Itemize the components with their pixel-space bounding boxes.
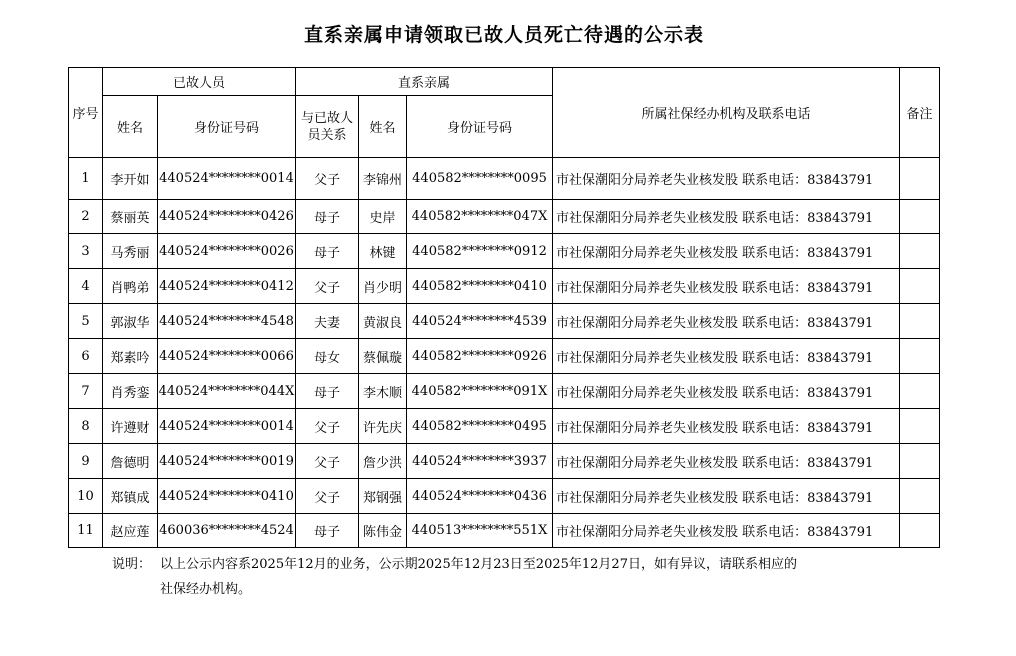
cell-remark	[900, 158, 940, 200]
cell-id-no: 440524********0412	[158, 269, 296, 304]
cell-name: 马秀丽	[103, 234, 158, 269]
table-row	[69, 158, 940, 200]
cell-name: 赵应莲	[103, 514, 158, 548]
cell-id-no: 440524********4548	[158, 304, 296, 339]
header-rel-name: 姓名	[359, 96, 407, 158]
cell-rel-id-no: 440582********091X	[407, 374, 553, 409]
cell-org: 市社保潮阳分局养老失业核发股 联系电话：83843791	[553, 444, 900, 479]
table-row	[69, 234, 940, 269]
header-deceased-group: 已故人员	[103, 68, 296, 96]
cell-name: 肖鸭弟	[103, 269, 158, 304]
cell-org: 市社保潮阳分局养老失业核发股 联系电话：83843791	[553, 269, 900, 304]
cell-rel-name: 林键	[359, 234, 407, 269]
cell-relation: 母子	[296, 514, 359, 548]
cell-relation: 母子	[296, 234, 359, 269]
table-row	[69, 409, 940, 444]
cell-id-no: 460036********4524	[158, 514, 296, 548]
cell-seq: 4	[69, 269, 103, 304]
cell-remark	[900, 514, 940, 548]
cell-seq: 7	[69, 374, 103, 409]
cell-seq: 1	[69, 158, 103, 200]
cell-remark	[900, 269, 940, 304]
cell-seq: 6	[69, 339, 103, 374]
header-rel-id-no: 身份证号码	[407, 96, 553, 158]
header-relative-group: 直系亲属	[296, 68, 553, 96]
cell-rel-name: 李锦州	[359, 158, 407, 200]
cell-id-no: 440524********044X	[158, 374, 296, 409]
cell-org: 市社保潮阳分局养老失业核发股 联系电话：83843791	[553, 479, 900, 514]
header-id-no: 身份证号码	[158, 96, 296, 158]
cell-seq: 8	[69, 409, 103, 444]
cell-rel-name: 陈伟金	[359, 514, 407, 548]
cell-rel-id-no: 440524********4539	[407, 304, 553, 339]
cell-rel-name: 史岸	[359, 200, 407, 234]
cell-seq: 5	[69, 304, 103, 339]
cell-name: 郭淑华	[103, 304, 158, 339]
cell-remark	[900, 304, 940, 339]
cell-id-no: 440524********0014	[158, 158, 296, 200]
cell-rel-id-no: 440582********0495	[407, 409, 553, 444]
cell-org: 市社保潮阳分局养老失业核发股 联系电话：83843791	[553, 409, 900, 444]
cell-rel-name: 许先庆	[359, 409, 407, 444]
header-org: 所属社保经办机构及联系电话	[553, 68, 900, 158]
cell-name: 肖秀銮	[103, 374, 158, 409]
header-remark: 备注	[900, 68, 940, 158]
cell-id-no: 440524********0014	[158, 409, 296, 444]
cell-org: 市社保潮阳分局养老失业核发股 联系电话：83843791	[553, 514, 900, 548]
table-row	[69, 514, 940, 548]
cell-seq: 10	[69, 479, 103, 514]
cell-remark	[900, 200, 940, 234]
cell-remark	[900, 409, 940, 444]
table-row	[69, 339, 940, 374]
cell-org: 市社保潮阳分局养老失业核发股 联系电话：83843791	[553, 339, 900, 374]
cell-seq: 11	[69, 514, 103, 548]
cell-rel-name: 黄淑良	[359, 304, 407, 339]
cell-org: 市社保潮阳分局养老失业核发股 联系电话：83843791	[553, 304, 900, 339]
cell-rel-id-no: 440582********0912	[407, 234, 553, 269]
cell-rel-id-no: 440524********3937	[407, 444, 553, 479]
cell-relation: 母子	[296, 200, 359, 234]
header-relation: 与已故人员关系	[296, 96, 359, 158]
cell-org: 市社保潮阳分局养老失业核发股 联系电话：83843791	[553, 374, 900, 409]
publication-table	[68, 67, 940, 548]
cell-seq: 2	[69, 200, 103, 234]
cell-rel-name: 李木顺	[359, 374, 407, 409]
cell-relation: 母女	[296, 339, 359, 374]
cell-seq: 3	[69, 234, 103, 269]
cell-relation: 父子	[296, 269, 359, 304]
header-seq: 序号	[69, 68, 103, 158]
note-line1: 以上公示内容系2025年12月的业务，公示期2025年12月23日至2025年12月27日，如有异议，请联系相应的	[160, 557, 797, 572]
table-row	[69, 444, 940, 479]
cell-rel-name: 詹少洪	[359, 444, 407, 479]
cell-id-no: 440524********0426	[158, 200, 296, 234]
cell-rel-id-no: 440513********551X	[407, 514, 553, 548]
note	[112, 552, 797, 602]
table-row	[69, 200, 940, 234]
cell-org: 市社保潮阳分局养老失业核发股 联系电话：83843791	[553, 200, 900, 234]
cell-org: 市社保潮阳分局养老失业核发股 联系电话：83843791	[553, 158, 900, 200]
cell-id-no: 440524********0019	[158, 444, 296, 479]
cell-rel-id-no: 440582********0095	[407, 158, 553, 200]
cell-relation: 父子	[296, 479, 359, 514]
cell-remark	[900, 234, 940, 269]
cell-seq: 9	[69, 444, 103, 479]
cell-name: 郑素吟	[103, 339, 158, 374]
cell-rel-id-no: 440582********0926	[407, 339, 553, 374]
cell-name: 李开如	[103, 158, 158, 200]
cell-remark	[900, 339, 940, 374]
cell-relation: 父子	[296, 409, 359, 444]
header-name: 姓名	[103, 96, 158, 158]
cell-id-no: 440524********0410	[158, 479, 296, 514]
page-title: 直系亲属申请领取已故人员死亡待遇的公示表	[303, 24, 704, 46]
cell-relation: 夫妻	[296, 304, 359, 339]
cell-relation: 父子	[296, 444, 359, 479]
cell-rel-id-no: 440582********0410	[407, 269, 553, 304]
note-label: 说明：	[112, 557, 152, 572]
table-row	[69, 374, 940, 409]
cell-name: 蔡丽英	[103, 200, 158, 234]
cell-name: 詹德明	[103, 444, 158, 479]
note-line2: 社保经办机构。	[160, 582, 252, 597]
cell-name: 许遵财	[103, 409, 158, 444]
cell-rel-name: 肖少明	[359, 269, 407, 304]
cell-relation: 父子	[296, 158, 359, 200]
table-row	[69, 479, 940, 514]
cell-rel-id-no: 440582********047X	[407, 200, 553, 234]
cell-id-no: 440524********0026	[158, 234, 296, 269]
table-row	[69, 304, 940, 339]
cell-remark	[900, 444, 940, 479]
cell-remark	[900, 374, 940, 409]
cell-rel-name: 蔡佩璇	[359, 339, 407, 374]
cell-rel-name: 郑钢强	[359, 479, 407, 514]
cell-id-no: 440524********0066	[158, 339, 296, 374]
table-row	[69, 269, 940, 304]
cell-org: 市社保潮阳分局养老失业核发股 联系电话：83843791	[553, 234, 900, 269]
cell-rel-id-no: 440524********0436	[407, 479, 553, 514]
cell-remark	[900, 479, 940, 514]
cell-name: 郑镇成	[103, 479, 158, 514]
cell-relation: 母子	[296, 374, 359, 409]
